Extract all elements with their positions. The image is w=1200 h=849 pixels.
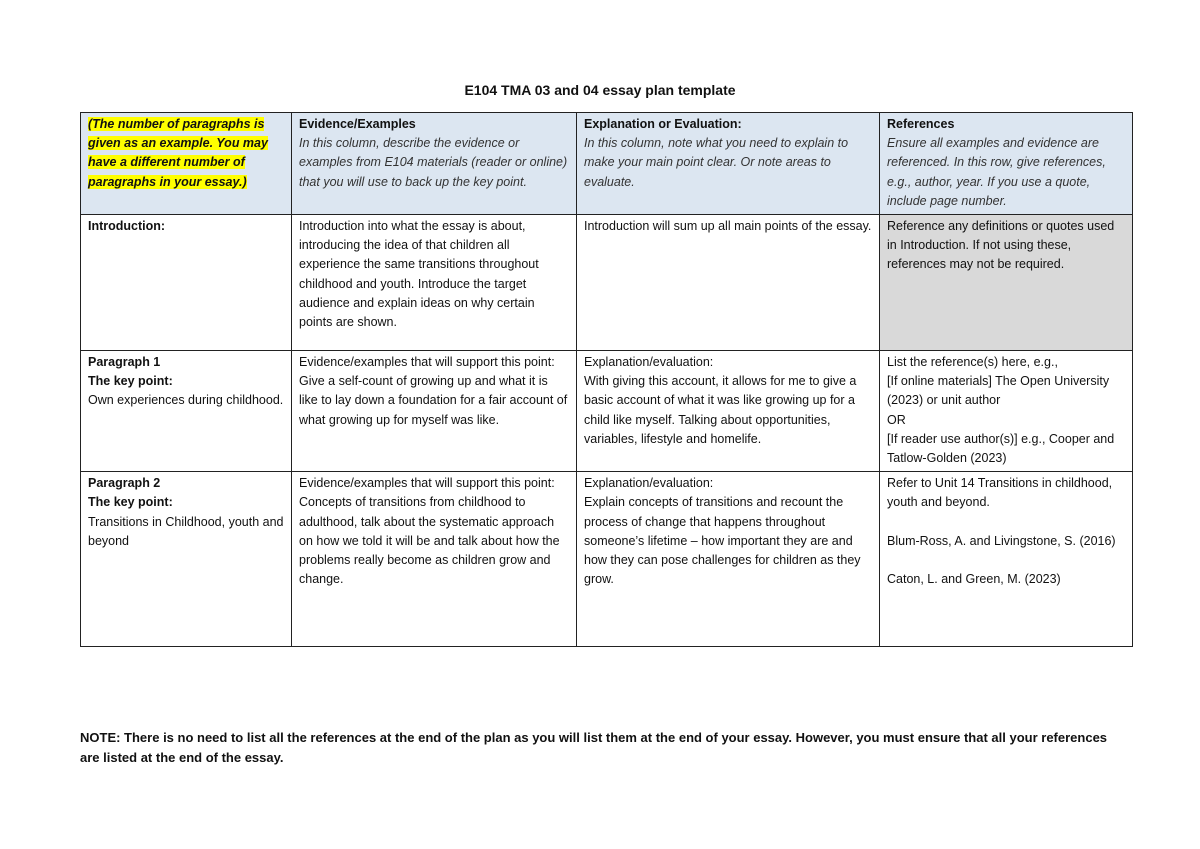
p1-explanation-label: Explanation/evaluation: <box>584 355 714 370</box>
header-references-desc: Ensure all examples and evidence are referenced. In this row, give references, e.g., author, year. If you use a quote, include page number. <box>887 136 1106 208</box>
p2-explanation: Explain concepts of transitions and recount the process of change that happens throughout someone’s lifetime – how important they are and how they can pose challenges for children as they grow. <box>584 495 861 587</box>
header-explanation-desc: In this column, note what you need to explain to make your main point clear. Or note areas to evaluate. <box>584 136 849 189</box>
table-header-row <box>81 113 1133 215</box>
table-row-introduction <box>81 215 1133 351</box>
p1-key-point-label: The key point: <box>88 374 173 389</box>
intro-label: Introduction: <box>88 219 166 234</box>
header-evidence-title: Evidence/Examples <box>299 117 416 131</box>
p2-reference-line: Caton, L. and Green, M. (2023) <box>887 571 1061 586</box>
p1-key-point: Own experiences during childhood. <box>88 393 284 408</box>
header-paragraph-note-cell <box>81 113 292 215</box>
p2-label: Paragraph 2 <box>88 476 161 491</box>
p1-reference-line: [If reader use author(s)] e.g., Cooper and Tatlow-Golden (2023) <box>887 431 1115 466</box>
intro-label-cell <box>81 215 292 351</box>
header-evidence-cell <box>292 113 577 215</box>
intro-evidence-cell: Introduction into what the essay is about, introducing the idea of that children all experience the same transitions throughout childhood and youth. Introduce the target audience and explain ideas on why certain points are shown. <box>292 215 577 351</box>
p1-reference-line: OR <box>887 412 906 427</box>
intro-explanation-cell: Introduction will sum up all main points of the essay. <box>577 215 880 351</box>
references-note: NOTE: There is no need to list all the references at the end of the plan as you will list them at the end of your essay. However, you must ensure that all your references are listed at the end of the essay. <box>80 730 1108 765</box>
p1-references-cell <box>880 351 1133 472</box>
p2-references-cell <box>880 472 1133 647</box>
p2-reference-line: Blum-Ross, A. and Livingstone, S. (2016) <box>887 533 1116 548</box>
header-evidence-desc: In this column, describe the evidence or examples from E104 materials (reader or online) that you will use to back up the key point. <box>299 136 568 189</box>
p2-evidence-label: Evidence/examples that will support this point: <box>299 476 555 491</box>
p1-reference-line: [If online materials] The Open University (2023) or unit author <box>887 374 1110 408</box>
document-title: E104 TMA 03 and 04 essay plan template <box>464 82 736 98</box>
spacer <box>887 513 1125 532</box>
header-explanation-title: Explanation or Evaluation: <box>584 117 742 131</box>
p1-label: Paragraph 1 <box>88 355 161 370</box>
p2-key-point-label: The key point: <box>88 495 173 510</box>
intro-references-cell: Reference any definitions or quotes used in Introduction. If not using these, references may not be required. <box>880 215 1133 351</box>
table-row-paragraph-1 <box>81 351 1133 472</box>
p1-label-cell <box>81 351 292 472</box>
p2-explanation-label: Explanation/evaluation: <box>584 476 714 491</box>
p2-explanation-cell <box>577 472 880 647</box>
p2-reference-line: Refer to Unit 14 Transitions in childhood, youth and beyond. <box>887 476 1113 510</box>
p1-explanation: With giving this account, it allows for me to give a basic account of what it was like growing up for a child like myself. Talking about opportunities, variables, lifestyle and homelife. <box>584 374 857 446</box>
table-row-paragraph-2 <box>81 472 1133 647</box>
p2-evidence-cell <box>292 472 577 647</box>
p1-evidence-label: Evidence/examples that will support this point: <box>299 355 555 370</box>
p1-reference-line: List the reference(s) here, e.g., <box>887 355 1058 370</box>
spacer <box>887 551 1125 570</box>
p1-evidence-cell <box>292 351 577 472</box>
p1-explanation-cell <box>577 351 880 472</box>
p2-label-cell <box>81 472 292 647</box>
essay-plan-table <box>80 112 1133 647</box>
p2-key-point: Transitions in Childhood, youth and beyond <box>88 514 284 548</box>
p1-evidence: Give a self-count of growing up and what it is like to lay down a foundation for a fair account of what growing up for myself was like. <box>299 374 568 427</box>
p2-evidence: Concepts of transitions from childhood to adulthood, talk about the systematic approach on how we told it will be and talk about how the problems really become as children grow and change. <box>299 495 560 587</box>
paragraph-count-note: (The number of paragraphs is given as an example. You may have a different number of paragraphs in your essay.) <box>88 117 268 189</box>
header-explanation-cell <box>577 113 880 215</box>
header-references-cell <box>880 113 1133 215</box>
header-references-title: References <box>887 117 955 131</box>
